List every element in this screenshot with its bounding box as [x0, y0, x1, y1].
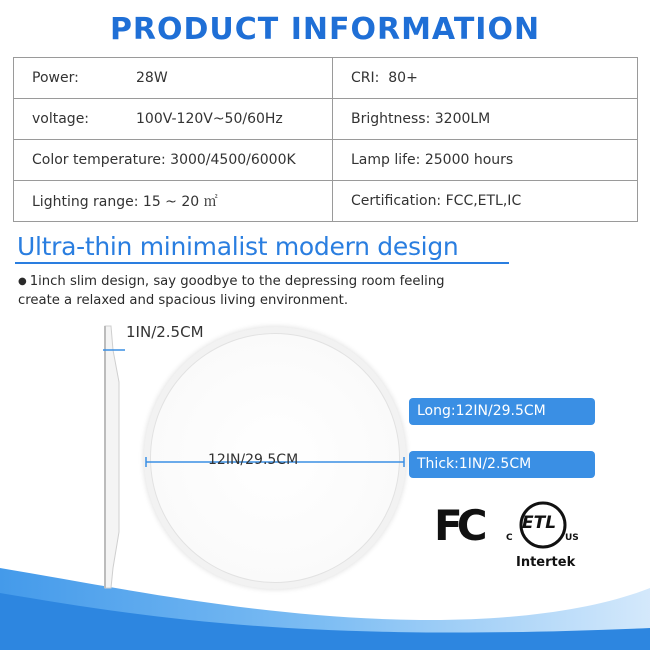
- diameter-label: 12IN/29.5CM: [208, 452, 299, 468]
- thickness-label: 1IN/2.5CM: [126, 323, 204, 341]
- spec-label: Lamp life:: [351, 152, 421, 168]
- bullet-dot-icon: ●: [18, 276, 27, 287]
- spec-label: Certification:: [351, 193, 442, 209]
- spec-cell: [333, 99, 638, 140]
- spec-value: 100V-120V~50/60Hz: [136, 111, 283, 127]
- spec-value: FCC,ETL,IC: [445, 193, 522, 209]
- design-description: [18, 272, 445, 310]
- length-badge: Long:12IN/29.5CM: [409, 398, 595, 425]
- spec-value: 80+: [388, 70, 418, 86]
- spec-cell: [333, 181, 638, 222]
- spec-cell: [333, 58, 638, 99]
- spec-value: 15 ~ 20 ㎡: [142, 194, 218, 210]
- spec-label: CRI:: [351, 70, 380, 86]
- table-row: [14, 99, 638, 140]
- lamp-side-profile: [97, 322, 137, 592]
- spec-value: 28W: [136, 70, 168, 86]
- spec-cell: [14, 181, 333, 222]
- design-heading: Ultra-thin minimalist modern design: [17, 232, 459, 261]
- spec-value: 3000/4500/6000K: [170, 152, 296, 168]
- spec-label: Color temperature:: [32, 152, 166, 168]
- thickness-badge: Thick:1IN/2.5CM: [409, 451, 595, 478]
- bullet-line: [18, 272, 445, 291]
- table-row: [14, 58, 638, 99]
- bullet-text-1: 1inch slim design, say goodbye to the depressing room feeling: [29, 274, 445, 289]
- etl-mark: ETL: [522, 513, 557, 533]
- spec-cell: [14, 140, 333, 181]
- bullet-line-2: create a relaxed and spacious living environment.: [18, 293, 349, 308]
- spec-value: 25000 hours: [424, 152, 514, 168]
- spec-cell: [333, 140, 638, 181]
- table-row: [14, 181, 638, 222]
- etl-us-mark: US: [565, 533, 579, 543]
- spec-label: Lighting range:: [32, 194, 139, 210]
- spec-cell: [14, 99, 333, 140]
- table-row: [14, 140, 638, 181]
- fcc-logo: FC: [434, 501, 482, 550]
- spec-value: 3200LM: [434, 111, 491, 127]
- heading-underline: [15, 262, 509, 264]
- spec-label: Power:: [32, 70, 79, 86]
- intertek-label: Intertek: [516, 555, 576, 570]
- spec-table: [13, 57, 638, 222]
- spec-cell: [14, 58, 333, 99]
- etl-c-mark: C: [506, 533, 513, 543]
- spec-label: Brightness:: [351, 111, 431, 127]
- page-title: PRODUCT INFORMATION: [109, 12, 541, 47]
- spec-label: voltage:: [32, 111, 90, 127]
